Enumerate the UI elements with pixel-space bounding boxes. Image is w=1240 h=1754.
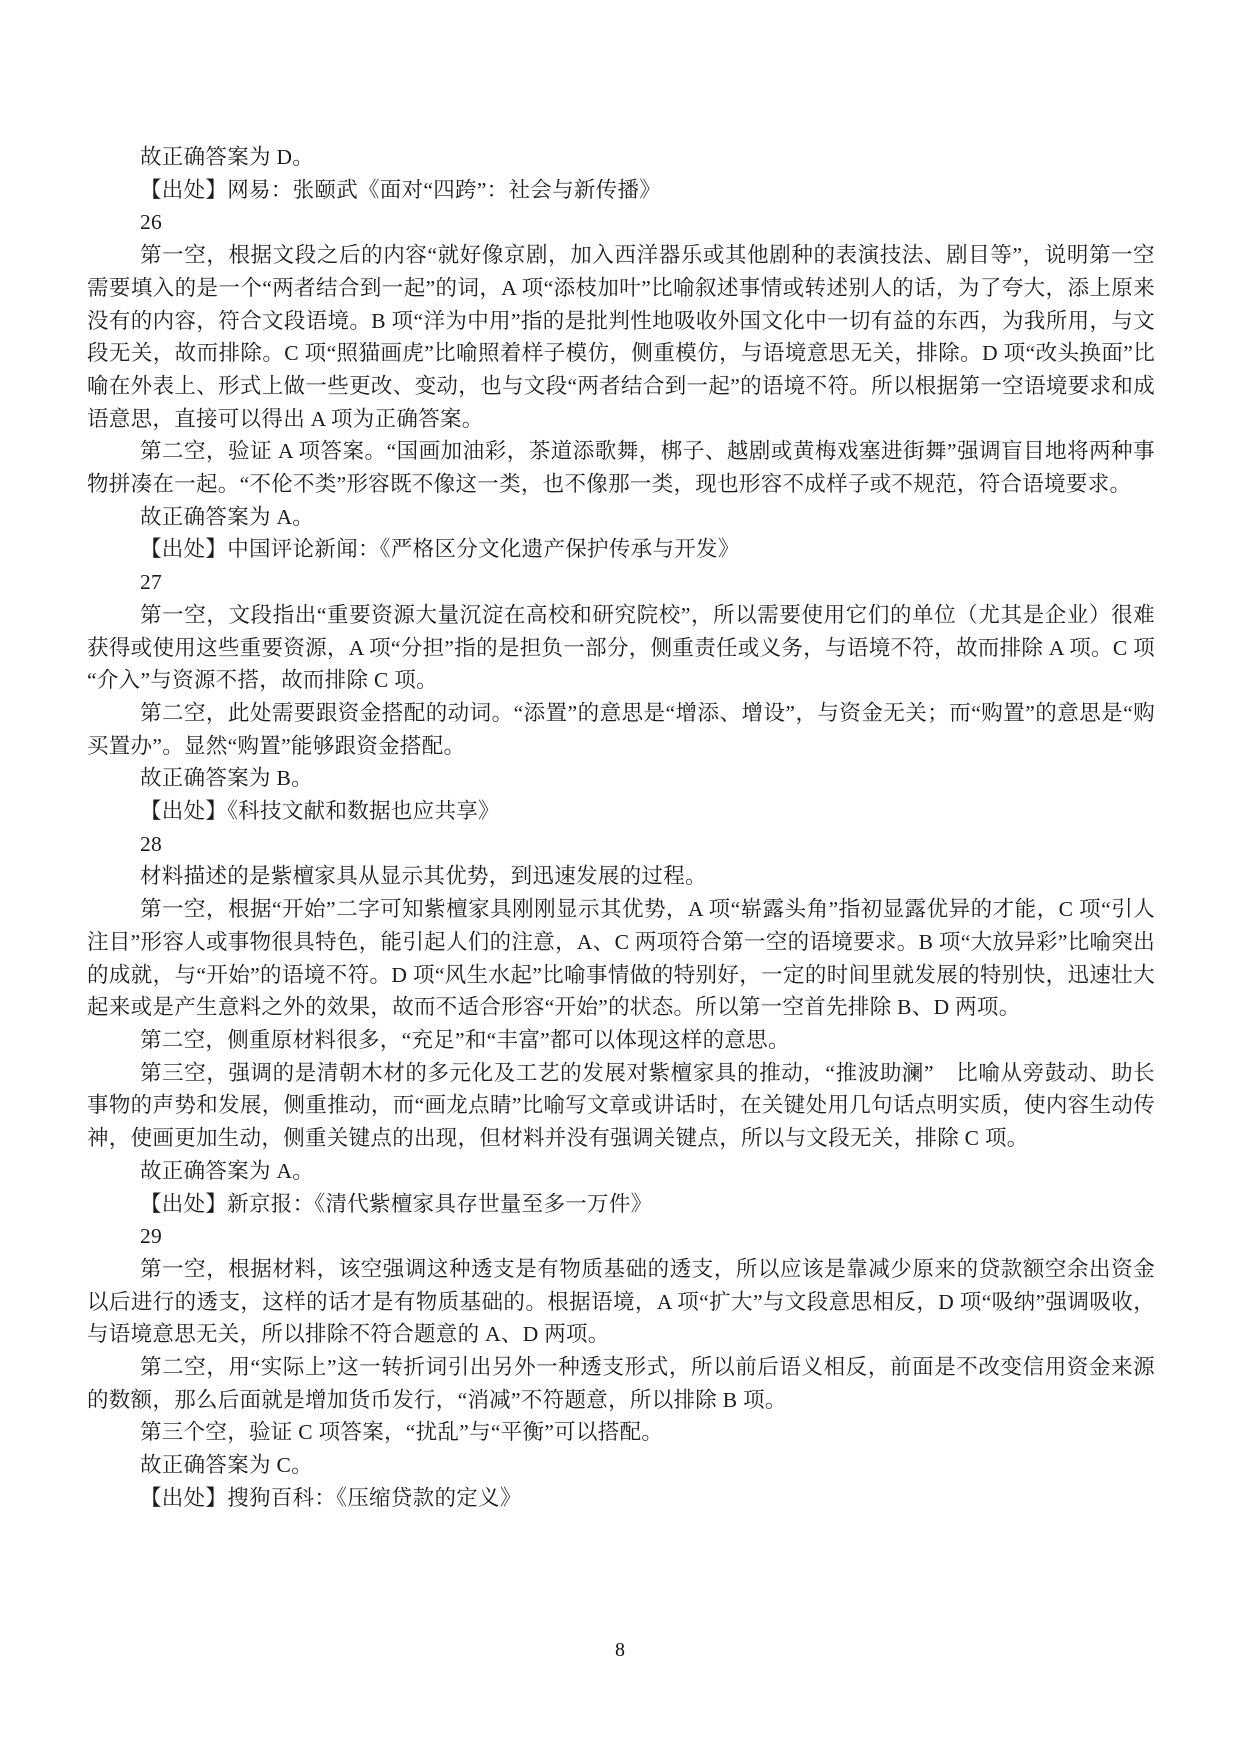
paragraph: 第二空，此处需要跟资金搭配的动词。“添置”的意思是“增添、增设”，与资金无关；而“购置”的意思是“购买置办”。显然“购置”能够跟资金搭配。 — [87, 700, 1155, 758]
paragraph: 第一空，文段指出“重要资源大量沉淀在高校和研究院校”，所以需要使用它们的单位（尤其是企业）很难获得或使用这些重要资源，A 项“分担”指的是担负一部分，侧重责任或义务，与语境不符，故而排除 A 项。C 项“介入”与资源不搭，故而排除 C 项。 — [87, 602, 1155, 693]
page-number: 8 — [615, 1639, 625, 1661]
paragraph: 第二空，侧重原材料很多，“充足”和“丰富”都可以体现这样的意思。 — [140, 1027, 790, 1052]
paragraph: 27 — [140, 570, 163, 595]
paragraph: 故正确答案为 A。 — [140, 1158, 315, 1183]
paragraph: 【出处】中国评论新闻：《严格区分文化遗产保护传承与开发》 — [140, 537, 740, 562]
paragraph: 28 — [140, 831, 163, 856]
paragraph: 第三空，强调的是清朝木材的多元化及工艺的发展对紫檀家具的推动，“推波助澜” 比喻从旁鼓动、助长事物的声势和发展，侧重推动，而“画龙点睛”比喻写文章或讲话时，在关键处用几句话点明实质，使内容生动传神，使画更加生动，侧重关键点的出现，但材料并没有强调关键点，所以与文段无关，排除 C 项。 — [87, 1060, 1155, 1151]
paragraph: 材料描述的是紫檀家具从显示其优势，到迅速发展的过程。 — [140, 864, 707, 889]
document-body — [87, 141, 1155, 1515]
paragraph: 第二空，验证 A 项答案。“国画加油彩，茶道添歌舞，梆子、越剧或黄梅戏塞进街舞”强调盲目地将两种事物拼凑在一起。“不伦不类”形容既不像这一类，也不像那一类，现也形容不成样子或不规范，符合语境要求。 — [87, 439, 1155, 497]
paragraph: 故正确答案为 A。 — [140, 504, 315, 529]
paragraph: 故正确答案为 C。 — [140, 1453, 313, 1478]
paragraph: 【出处】新京报：《清代紫檀家具存世量至多一万件》 — [140, 1191, 653, 1216]
paragraph: 第一空，根据“开始”二字可知紫檀家具刚刚显示其优势，A 项“崭露头角”指初显露优异的才能，C 项“引人注目”形容人或事物很具特色，能引起人们的注意，A、C 两项符合第一空的语境要求。B 项“大放异彩”比喻突出的成就，与“开始”的语境不符。D 项“风生水起”比喻事情做的特别好，一定的时间里就发展的特别快，迅速壮大起来或是产生意料之外的效果，故而不适合形容“开始”的状态。所以第一空首先排除 B、D 两项。 — [87, 897, 1155, 1020]
paragraph: 第三个空，验证 C 项答案，“扰乱”与“平衡”可以搭配。 — [140, 1420, 664, 1445]
paragraph: 【出处】网易：张颐武《面对“四跨”：社会与新传播》 — [140, 177, 662, 202]
paragraph: 第二空，用“实际上”这一转折词引出另外一种透支形式，所以前后语义相反，前面是不改变信用资金来源的数额，那么后面就是增加货币发行，“消减”不符题意，所以排除 B 项。 — [87, 1355, 1155, 1412]
paragraph: 故正确答案为 B。 — [140, 766, 313, 791]
paragraph: 26 — [140, 210, 163, 235]
paragraph: 第一空，根据文段之后的内容“就好像京剧，加入西洋器乐或其他剧种的表演技法、剧目等”，说明第一空需要填入的是一个“两者结合到一起”的词，A 项“添枝加叶”比喻叙述事情或转述别人的话，为了夸大，添上原来没有的内容，符合文段语境。B 项“洋为中用”指的是批判性地吸收外国文化中一切有益的东西，为我所用，与文段无关，故而排除。C 项“照猫画虎”比喻照着样子模仿，侧重模仿，与语境意思无关，排除。D 项“改头换面”比喻在外表上、形式上做一些更改、变动，也与文段“两者结合到一起”的语境不符。所以根据第一空语境要求和成语意思，直接可以得出 A 项为正确答案。 — [87, 243, 1155, 431]
paragraph: 【出处】搜狗百科：《压缩贷款的定义》 — [140, 1485, 522, 1510]
paragraph: 故正确答案为 D。 — [140, 145, 315, 169]
paragraph: 29 — [140, 1224, 163, 1249]
paragraph: 【出处】《科技文献和数据也应共享》 — [140, 799, 500, 824]
paragraph: 第一空，根据材料，该空强调这种透支是有物质基础的透支，所以应该是靠减少原来的贷款额空余出资金以后进行的透支，这样的话才是有物质基础的。根据语境，A 项“扩大”与文段意思相反，D 项“吸纳”强调吸收，与语境意思无关，所以排除不符合题意的 A、D 两项。 — [87, 1256, 1155, 1347]
